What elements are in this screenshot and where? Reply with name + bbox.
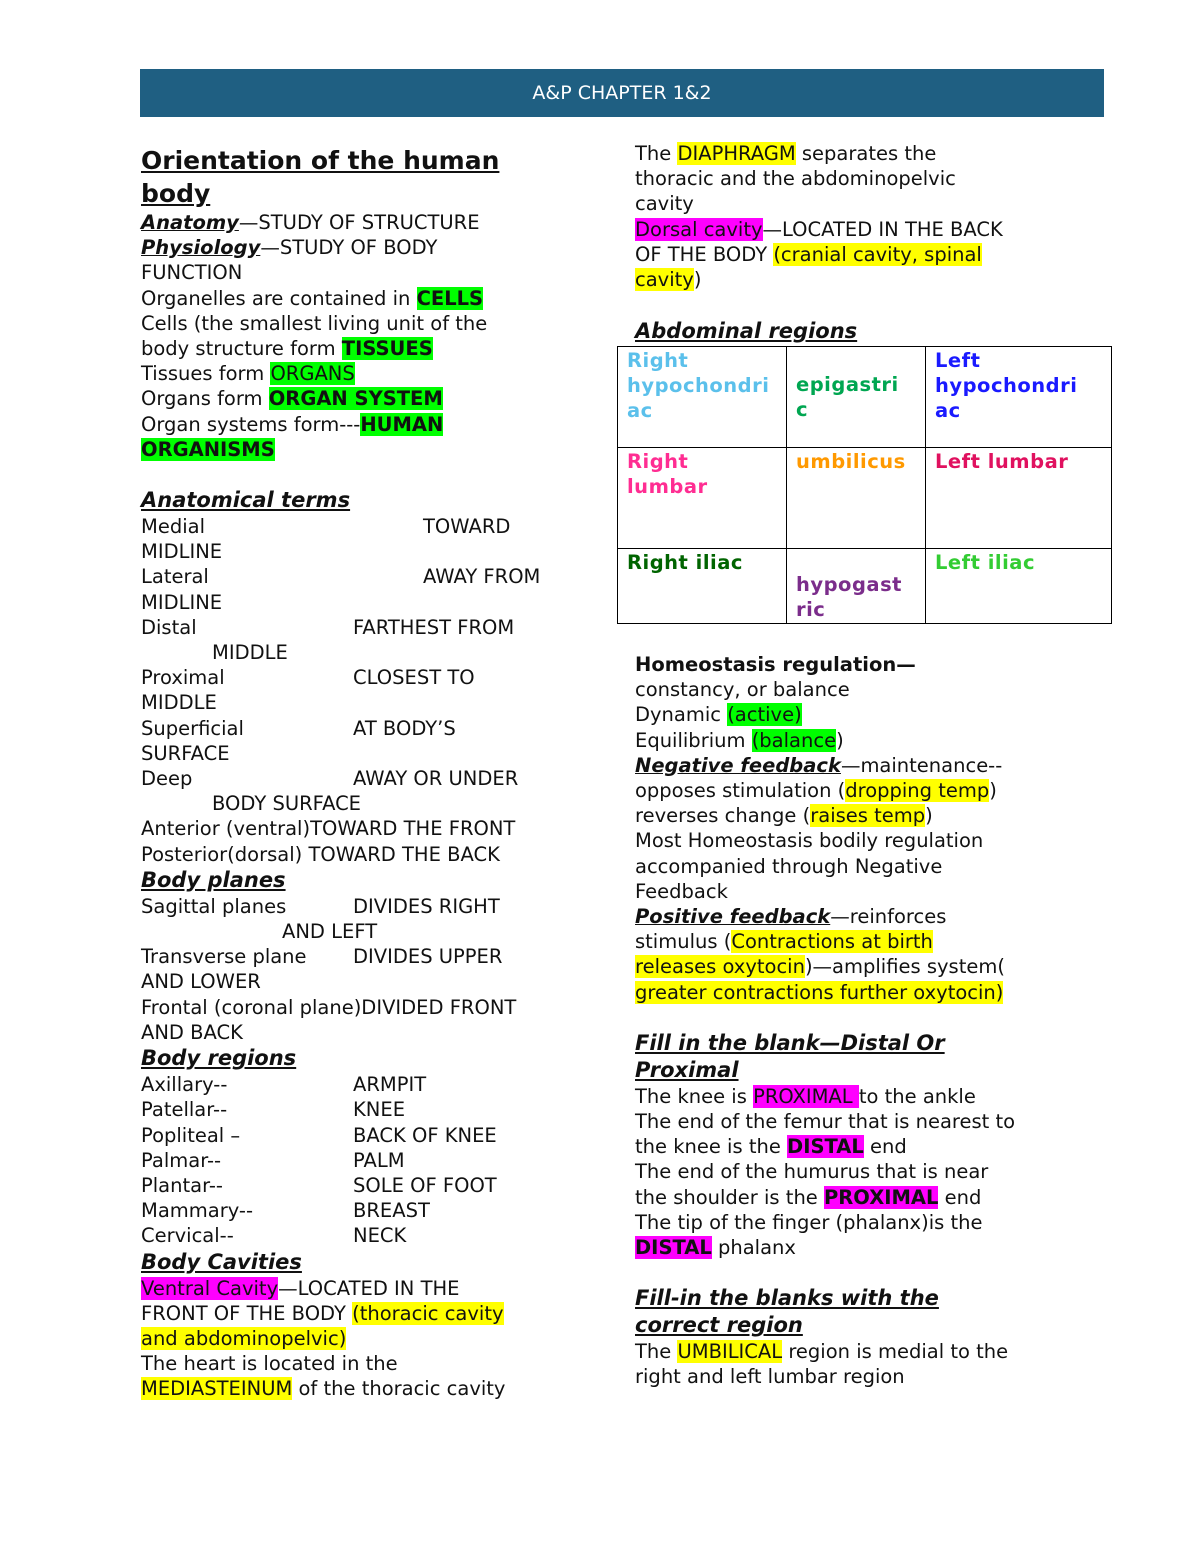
term-row-cont: BODY SURFACE: [212, 792, 362, 816]
region-row: Mammary-- BREAST: [141, 1199, 430, 1223]
negative-feedback-cont: opposes stimulation (dropping temp): [635, 779, 997, 803]
organization-line: body structure form TISSUES: [141, 337, 433, 361]
region-row: Patellar-- KNEE: [141, 1098, 406, 1122]
term-row: Distal FARTHEST FROM: [141, 615, 515, 639]
region-cell: Left lumbar: [926, 448, 1112, 549]
header-title: A&P CHAPTER 1&2: [532, 82, 712, 104]
term-row-cont: SURFACE: [141, 741, 230, 765]
posterior-line: Posterior(dorsal) TOWARD THE BACK: [141, 842, 500, 866]
diaphragm-line: The DIAPHRAGM separates the: [635, 142, 937, 165]
region-cell: Left iliac: [926, 549, 1112, 624]
positive-feedback-cont: stimulus (Contractions at birth: [635, 930, 933, 954]
positive-feedback-line: Positive feedback—reinforces: [635, 905, 947, 929]
term-row: Deep AWAY OR UNDER: [141, 767, 519, 791]
plane-row: Transverse plane DIVIDES UPPER: [141, 945, 503, 969]
most-homeostasis-line: accompanied through Negative: [635, 854, 943, 878]
header-banner: [140, 69, 1104, 117]
region-cell: Left hypochondri ac: [926, 347, 1112, 448]
physiology-definition: Physiology—STUDY OF BODY: [141, 236, 438, 260]
plane-row: Sagittal planes DIVIDES RIGHT: [141, 894, 500, 918]
fill-in-region-heading-cont: correct region: [635, 1313, 803, 1338]
negative-feedback-line: Negative feedback—maintenance--: [635, 753, 1003, 777]
table-row: [618, 549, 1112, 624]
dorsal-line: Dorsal cavity—LOCATED IN THE BACK: [635, 217, 1003, 241]
organization-line: ORGANISMS: [141, 437, 275, 461]
dynamic-line: Dynamic (active): [635, 703, 802, 727]
plane-row-cont: AND BACK: [141, 1020, 243, 1044]
fill-in-line: The end of the femur that is nearest to: [635, 1110, 1016, 1134]
term-row: Lateral AWAY FROM: [141, 565, 541, 589]
region-row: Palmar-- PALM: [141, 1148, 405, 1172]
plane-row: Frontal (coronal plane)DIVIDED FRONT: [141, 995, 517, 1019]
body-planes-heading: Body planes: [141, 867, 286, 892]
physiology-definition-cont: FUNCTION: [141, 261, 243, 285]
fill-in-line: The end of the humurus that is near: [635, 1160, 989, 1184]
right-column-top: [635, 141, 1075, 345]
heart-line: The heart is located in the: [141, 1352, 398, 1376]
table-row: [618, 347, 1112, 448]
region-row: Popliteal – BACK OF KNEE: [141, 1123, 497, 1147]
fill-in-heading-cont: Proximal: [635, 1057, 739, 1082]
homeostasis-heading: Homeostasis regulation—: [635, 653, 916, 676]
most-homeostasis-line: Feedback: [635, 879, 728, 903]
term-row-cont: MIDLINE: [141, 540, 223, 564]
page-title: Orientation of the human: [141, 146, 500, 175]
region-cell: Right lumbar: [618, 448, 787, 549]
ventral-line-cont: and abdominopelvic): [141, 1326, 347, 1350]
abdominal-regions-heading: Abdominal regions: [635, 319, 858, 344]
organization-line: Organ systems form---HUMAN: [141, 412, 444, 436]
region-cell: umbilicus: [787, 448, 926, 549]
body-cavities-heading: Body Cavities: [141, 1249, 302, 1274]
positive-feedback-cont: greater contractions further oxytocin): [635, 980, 1004, 1004]
anterior-line: Anterior (ventral)TOWARD THE FRONT: [141, 817, 516, 841]
left-column: [141, 144, 581, 1402]
dorsal-line-cont: cavity): [635, 268, 702, 292]
body-regions-heading: Body regions: [141, 1046, 297, 1071]
plane-row-cont: AND LEFT: [282, 920, 378, 944]
fill-in-heading: Fill in the blank—Distal Or: [635, 1030, 945, 1055]
fill-in-region-heading: Fill-in the blanks with the: [635, 1286, 939, 1311]
term-row-cont: MIDDLE: [212, 641, 288, 665]
organization-line: Organs form ORGAN SYSTEM: [141, 387, 443, 411]
fill-in-region-line: right and left lumbar region: [635, 1365, 905, 1389]
ventral-line: Ventral Cavity—LOCATED IN THE: [141, 1276, 460, 1300]
anatomy-definition: Anatomy—STUDY OF STRUCTURE: [141, 211, 480, 234]
term-row: Superficial AT BODY’S: [141, 716, 456, 740]
dorsal-line-cont: OF THE BODY (cranial cavity, spinal: [635, 242, 982, 266]
region-row: Plantar-- SOLE OF FOOT: [141, 1173, 497, 1197]
term-row-cont: MIDLINE: [141, 590, 223, 614]
abdominal-regions-table: [617, 346, 1112, 624]
heart-line-cont: MEDIASTEINUM of the thoracic cavity: [141, 1377, 506, 1401]
fill-in-region-line: The UMBILICAL region is medial to the: [635, 1340, 1009, 1364]
term-row-cont: MIDDLE: [141, 691, 217, 715]
diaphragm-line-cont: thoracic and the abdominopelvic: [635, 167, 956, 191]
region-cell: Right hypochondri ac: [618, 347, 787, 448]
organization-line: Cells (the smallest living unit of the: [141, 311, 488, 335]
fill-in-line: The tip of the finger (phalanx)is the: [635, 1210, 983, 1234]
most-homeostasis-line: Most Homeostasis bodily regulation: [635, 829, 984, 853]
fill-in-line: The knee is PROXIMAL to the ankle: [635, 1084, 976, 1108]
table-row: [618, 448, 1112, 549]
region-cell: hypogast ric: [787, 549, 926, 624]
plane-row-cont: AND LOWER: [141, 970, 261, 994]
homeostasis-line: constancy, or balance: [635, 678, 850, 702]
region-row: Axillary-- ARMPIT: [141, 1073, 427, 1097]
fill-in-line: DISTAL phalanx: [635, 1236, 796, 1260]
ventral-line-cont: FRONT OF THE BODY (thoracic cavity: [141, 1301, 504, 1325]
equilibrium-line: Equilibrium (balance): [635, 728, 844, 752]
negative-feedback-cont: reverses change (raises temp): [635, 804, 933, 828]
fill-in-line: the knee is the DISTAL end: [635, 1135, 907, 1159]
fill-in-line: the shoulder is the PROXIMAL end: [635, 1185, 982, 1209]
organization-line: Organelles are contained in CELLS: [141, 286, 484, 310]
region-cell: Right iliac: [618, 549, 787, 624]
region-cell: epigastri c: [787, 347, 926, 448]
right-column-bottom: [635, 652, 1075, 1390]
page-title-cont: body: [141, 179, 211, 208]
region-row: Cervical-- NECK: [141, 1224, 407, 1248]
anatomical-terms-heading: Anatomical terms: [141, 488, 351, 513]
term-row: Medial TOWARD: [141, 515, 511, 539]
term-row: Proximal CLOSEST TO: [141, 666, 475, 690]
diaphragm-line-cont: cavity: [635, 192, 694, 216]
positive-feedback-cont: releases oxytocin)—amplifies system(: [635, 955, 1005, 979]
organization-line: Tissues form ORGANS: [141, 362, 355, 386]
